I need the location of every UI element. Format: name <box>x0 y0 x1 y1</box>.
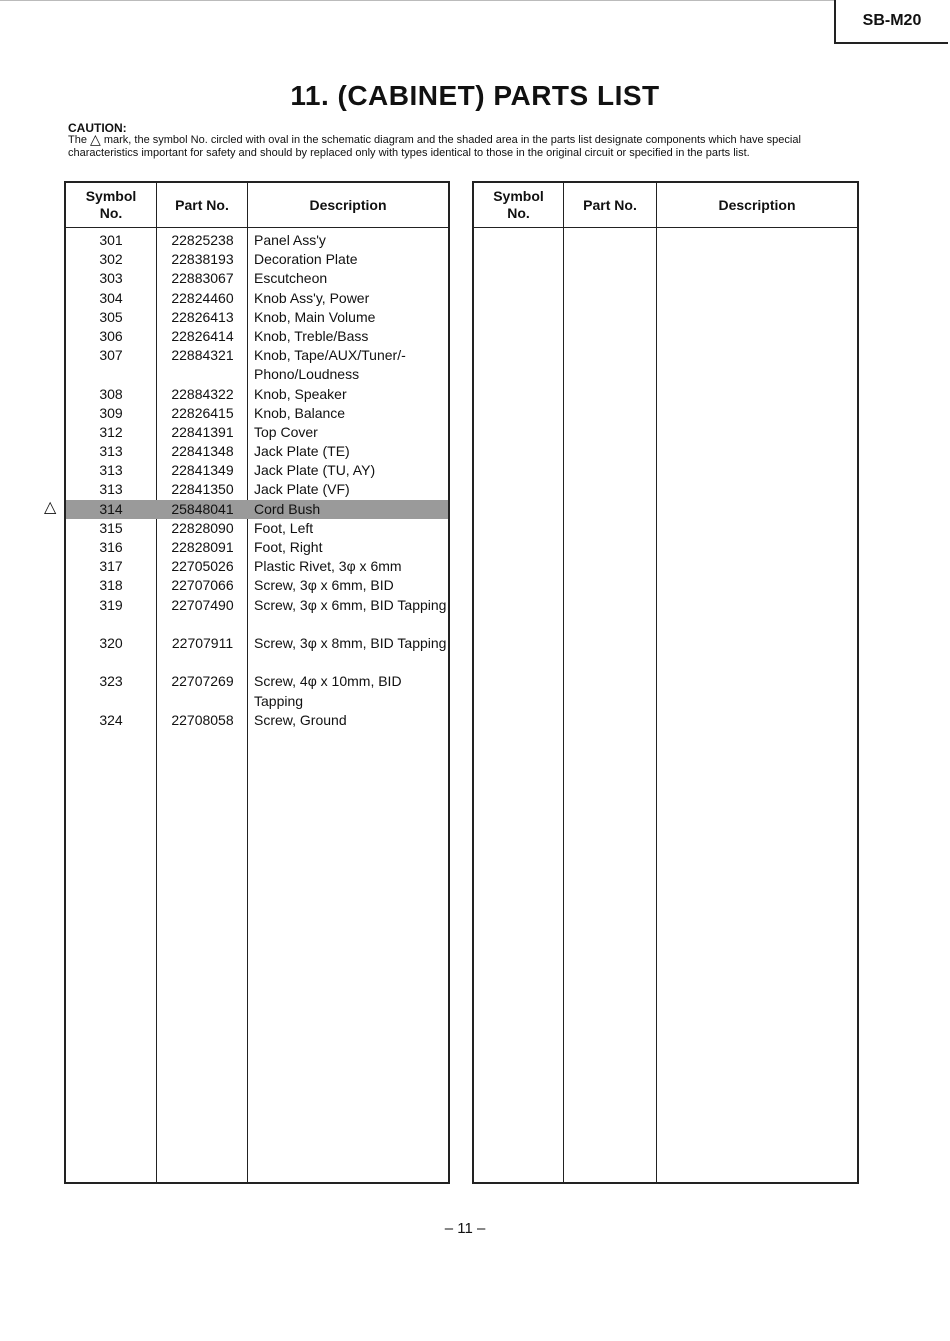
description-cell: Foot, Left <box>254 519 314 536</box>
description-cell: Jack Plate (TE) <box>254 443 350 460</box>
symbol-cell: 323 <box>99 673 123 690</box>
column-header-symbol <box>474 183 563 227</box>
description-cell: Top Cover <box>254 423 318 440</box>
symbol-cell: 301 <box>99 232 123 248</box>
table-row <box>66 346 448 384</box>
description-cell: Cord Bush <box>254 500 321 517</box>
part-number-cell: 22884322 <box>171 385 234 402</box>
symbol-cell: 306 <box>99 327 123 344</box>
description-cell: Screw, Ground <box>254 711 347 728</box>
table-row <box>66 385 448 404</box>
symbol-cell: 302 <box>99 251 123 268</box>
table-row <box>66 711 448 730</box>
part-number-cell: 22708058 <box>171 711 234 728</box>
symbol-cell: 313 <box>99 481 123 498</box>
symbol-cell: 308 <box>99 385 123 402</box>
description-cell: Foot, Right <box>254 539 323 556</box>
part-number-cell: 22824460 <box>171 289 234 306</box>
table-row <box>66 500 448 519</box>
symbol-cell: 314 <box>99 500 123 517</box>
table-row <box>66 634 448 672</box>
description-cell: Knob Ass'y, Power <box>254 289 370 306</box>
symbol-cell: 319 <box>99 596 123 613</box>
part-number-cell: 22828090 <box>171 519 234 536</box>
part-number-cell: 22707066 <box>171 577 234 594</box>
table-row <box>66 269 448 288</box>
symbol-cell: 305 <box>99 308 123 325</box>
description-cell: Screw, 3φ x 6mm, BID Tapping <box>254 596 447 613</box>
column-header-part: Part No. <box>583 196 637 213</box>
part-number-cell: 22705026 <box>171 558 234 575</box>
column-divider <box>563 183 564 1182</box>
description-cell: Decoration Plate <box>254 251 358 268</box>
symbol-cell: 324 <box>99 711 123 728</box>
part-number-cell: 22825238 <box>171 232 234 248</box>
description-cell: Screw, 3φ x 8mm, BID Tapping <box>254 634 447 651</box>
symbol-cell: 317 <box>99 558 123 575</box>
description-cell: Knob, Tape/AUX/Tuner/-Phono/Loudness <box>254 347 406 383</box>
model-label: SB-M20 <box>834 0 948 44</box>
table-row <box>66 538 448 557</box>
symbol-cell: 307 <box>99 347 123 364</box>
part-number-cell: 22841391 <box>171 423 234 440</box>
warning-triangle-icon: △ <box>90 131 101 147</box>
symbol-cell: 316 <box>99 539 123 556</box>
part-number-cell: 22884321 <box>171 347 234 364</box>
description-cell: Plastic Rivet, 3φ x 6mm <box>254 558 402 575</box>
description-cell: Jack Plate (VF) <box>254 481 350 498</box>
table-row <box>66 519 448 538</box>
column-header-part: Part No. <box>175 196 229 213</box>
column-header-symbol-label: Symbol No. <box>85 188 137 221</box>
parts-rows <box>66 231 448 730</box>
part-number-cell: 22707269 <box>171 673 234 690</box>
part-number-cell: 22841350 <box>171 481 234 498</box>
parts-table-left <box>64 181 450 1184</box>
description-cell: Panel Ass'y <box>254 232 326 248</box>
description-cell: Screw, 4φ x 10mm, BID Tapping <box>254 673 402 709</box>
parts-table-right <box>472 181 859 1184</box>
symbol-cell: 304 <box>99 289 123 306</box>
description-cell: Knob, Treble/Bass <box>254 327 369 344</box>
column-header-symbol-label: Symbol No. <box>493 188 544 221</box>
table-row <box>66 480 448 499</box>
description-cell: Screw, 3φ x 6mm, BID <box>254 577 394 594</box>
column-header-description: Description <box>718 196 796 213</box>
caution-text-before: The <box>68 134 91 146</box>
part-number-cell: 22826413 <box>171 308 234 325</box>
description-cell: Jack Plate (TU, AY) <box>254 462 376 479</box>
page-number: – 11 – <box>444 1220 486 1237</box>
description-cell: Knob, Balance <box>254 404 346 421</box>
part-number-cell: 22826415 <box>171 404 234 421</box>
part-number-cell: 22707490 <box>171 596 234 613</box>
table-row <box>66 308 448 327</box>
top-rule <box>0 0 834 1</box>
column-divider <box>656 183 657 1182</box>
header-divider <box>474 227 857 228</box>
part-number-cell: 22826414 <box>171 327 234 344</box>
symbol-cell: 312 <box>99 423 123 440</box>
table-row <box>66 250 448 269</box>
safety-triangle-icon: △ <box>44 499 57 516</box>
caution-text <box>68 131 860 160</box>
table-row <box>66 423 448 442</box>
part-number-cell: 22828091 <box>171 539 234 556</box>
table-row <box>66 442 448 461</box>
table-row <box>66 461 448 480</box>
symbol-cell: 303 <box>99 270 123 287</box>
part-number-cell: 22841348 <box>171 443 234 460</box>
page-title: 11. (CABINET) PARTS LIST <box>290 80 660 111</box>
description-cell: Knob, Speaker <box>254 385 347 402</box>
caution-heading: CAUTION: <box>68 121 127 135</box>
symbol-cell: 315 <box>99 519 123 536</box>
header-divider <box>66 227 448 228</box>
table-row <box>66 672 448 710</box>
part-number-cell: 25848041 <box>171 500 234 517</box>
table-row <box>66 327 448 346</box>
caution-text-after: mark, the symbol No. circled with oval in the schematic diagram and the shaded area in the parts list designate components which have special characteristics important for safety and should by replaced only with types identical to those in the original circuit or specified in the parts list. <box>68 134 801 159</box>
symbol-cell: 313 <box>99 462 123 479</box>
symbol-cell: 309 <box>99 404 123 421</box>
symbol-cell: 318 <box>99 577 123 594</box>
table-row <box>66 231 448 250</box>
description-cell: Knob, Main Volume <box>254 308 376 325</box>
column-header-symbol <box>66 183 156 227</box>
description-cell: Escutcheon <box>254 270 328 287</box>
part-number-cell: 22838193 <box>171 251 234 268</box>
symbol-cell: 313 <box>99 443 123 460</box>
column-header-description: Description <box>309 196 387 213</box>
part-number-cell: 22841349 <box>171 462 234 479</box>
table-row <box>66 576 448 595</box>
table-row <box>66 404 448 423</box>
part-number-cell: 22707911 <box>171 634 234 651</box>
symbol-cell: 320 <box>99 634 123 651</box>
table-row <box>66 596 448 634</box>
table-row <box>66 557 448 576</box>
part-number-cell: 22883067 <box>171 270 234 287</box>
table-row <box>66 289 448 308</box>
